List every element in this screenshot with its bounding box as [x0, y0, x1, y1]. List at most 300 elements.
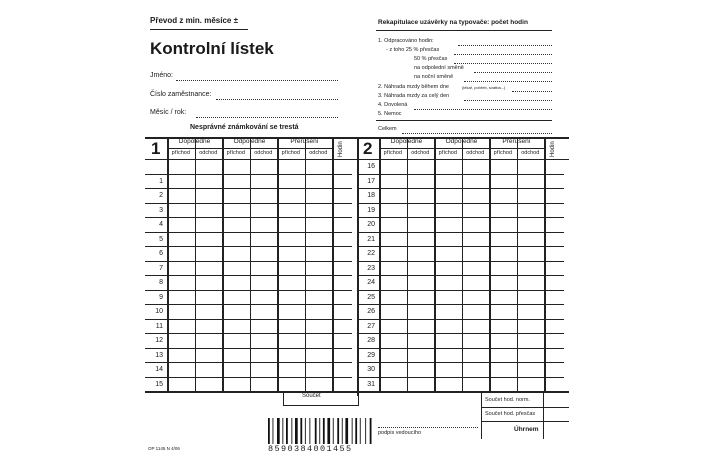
time-cell[interactable] [168, 218, 194, 231]
time-cell[interactable] [306, 291, 332, 304]
time-cell[interactable] [223, 349, 249, 362]
grand-total-field[interactable] [544, 422, 568, 438]
time-cell[interactable] [463, 233, 489, 246]
barcode-bar [355, 418, 357, 444]
recap-item: 4. Dovolená [378, 102, 408, 108]
time-cell[interactable] [408, 305, 434, 318]
time-cell[interactable] [463, 378, 489, 391]
recap-dotline[interactable] [474, 72, 552, 73]
time-cell[interactable] [168, 247, 194, 260]
time-cell[interactable] [196, 175, 222, 188]
column-subheader: odchod [521, 150, 540, 156]
time-cell[interactable] [251, 305, 277, 318]
barcode-bar [323, 418, 325, 444]
time-cell[interactable] [463, 349, 489, 362]
time-cell[interactable] [251, 204, 277, 217]
time-cell[interactable] [223, 363, 249, 376]
time-cell[interactable] [306, 247, 332, 260]
time-cell[interactable] [251, 334, 277, 347]
hours-cell[interactable] [333, 363, 351, 376]
month-year-field[interactable] [196, 117, 338, 118]
day-number: 23 [367, 264, 375, 272]
time-cell[interactable] [306, 276, 332, 289]
time-cell[interactable] [223, 262, 249, 275]
time-cell[interactable] [408, 349, 434, 362]
barcode-bar [352, 418, 353, 444]
hours-cell[interactable] [545, 189, 563, 202]
column-group-header: Přerušení [502, 138, 531, 145]
day-number: 19 [367, 206, 375, 214]
time-cell[interactable] [490, 349, 516, 362]
recap-item: na noční směně [414, 74, 454, 80]
time-cell[interactable] [223, 160, 249, 173]
time-cell[interactable] [168, 349, 194, 362]
signature-label: podpis vedoucího [378, 430, 422, 436]
time-cell[interactable] [196, 378, 222, 391]
barcode-bar [282, 418, 283, 444]
time-cell[interactable] [518, 160, 544, 173]
time-cell[interactable] [306, 175, 332, 188]
time-cell[interactable] [251, 363, 277, 376]
time-cell[interactable] [408, 175, 434, 188]
time-cell[interactable] [380, 334, 406, 347]
column-subheader: příchod [226, 150, 245, 156]
time-cell[interactable] [251, 189, 277, 202]
time-cell[interactable] [168, 334, 194, 347]
recap-dotline[interactable] [454, 54, 552, 55]
time-cell[interactable] [223, 247, 249, 260]
time-cell[interactable] [306, 189, 332, 202]
time-cell[interactable] [223, 233, 249, 246]
time-cell[interactable] [306, 320, 332, 333]
time-cell[interactable] [435, 247, 461, 260]
time-cell[interactable] [435, 334, 461, 347]
time-cell[interactable] [278, 349, 304, 362]
time-cell[interactable] [435, 363, 461, 376]
employee-number-field[interactable] [216, 99, 338, 100]
time-cell[interactable] [168, 262, 194, 275]
overtime-hours-total-field[interactable] [544, 408, 568, 420]
time-cell[interactable] [490, 334, 516, 347]
day-number: 10 [155, 308, 163, 315]
hours-cell[interactable] [545, 262, 563, 275]
time-cell[interactable] [463, 218, 489, 231]
time-cell[interactable] [251, 218, 277, 231]
time-cell[interactable] [380, 247, 406, 260]
time-cell[interactable] [380, 276, 406, 289]
time-cell[interactable] [168, 276, 194, 289]
day-number: 15 [155, 380, 163, 388]
time-cell[interactable] [196, 262, 222, 275]
time-cell[interactable] [278, 262, 304, 275]
time-cell[interactable] [408, 334, 434, 347]
time-cell[interactable] [306, 262, 332, 275]
time-cell[interactable] [490, 218, 516, 231]
time-cell[interactable] [463, 189, 489, 202]
recap-dotline[interactable] [458, 45, 552, 46]
hours-header: Hodin [550, 141, 556, 157]
recap-dotline[interactable] [512, 91, 552, 92]
time-cell[interactable] [435, 291, 461, 304]
time-cell[interactable] [251, 378, 277, 391]
hours-cell[interactable] [333, 276, 351, 289]
time-cell[interactable] [251, 160, 277, 173]
time-cell[interactable] [490, 320, 516, 333]
hours-cell[interactable] [545, 378, 563, 391]
day-number: 12 [155, 337, 163, 344]
hours-cell[interactable] [333, 175, 351, 188]
hours-cell[interactable] [333, 204, 351, 217]
barcode-bar [327, 418, 330, 444]
recap-dotline[interactable] [464, 100, 552, 101]
time-cell[interactable] [463, 160, 489, 173]
time-cell[interactable] [518, 247, 544, 260]
time-cell[interactable] [380, 363, 406, 376]
recap-total-field[interactable] [402, 133, 552, 134]
time-cell[interactable] [196, 349, 222, 362]
time-cell[interactable] [408, 247, 434, 260]
barcode-bar [342, 418, 343, 444]
time-cell[interactable] [196, 334, 222, 347]
time-cell[interactable] [278, 291, 304, 304]
sum-label: Součet [302, 393, 321, 399]
recap-total-label: Celkem [378, 126, 397, 132]
time-cell[interactable] [251, 233, 277, 246]
time-cell[interactable] [463, 276, 489, 289]
time-cell[interactable] [278, 175, 304, 188]
barcode-bar [273, 418, 274, 444]
time-cell[interactable] [196, 320, 222, 333]
day-number: 7 [159, 264, 163, 272]
day-number: 18 [367, 192, 375, 199]
barcode-bar [315, 418, 317, 444]
recap-item: 50 % přesčas [414, 56, 448, 62]
time-cell[interactable] [223, 204, 249, 217]
time-cell[interactable] [251, 349, 277, 362]
time-cell[interactable] [435, 175, 461, 188]
column-subheader: odchod [254, 150, 273, 156]
day-number: 26 [367, 308, 375, 315]
norm-hours-total-field[interactable] [544, 392, 568, 406]
time-cell[interactable] [490, 204, 516, 217]
time-cell[interactable] [306, 160, 332, 173]
time-cell[interactable] [380, 160, 406, 173]
hours-cell[interactable] [333, 291, 351, 304]
time-cell[interactable] [518, 204, 544, 217]
time-cell[interactable] [223, 218, 249, 231]
barcode-bar [300, 418, 302, 444]
grand-total-label: Úhrnem [514, 426, 539, 433]
time-cell[interactable] [435, 160, 461, 173]
time-cell[interactable] [196, 189, 222, 202]
time-cell[interactable] [168, 160, 194, 173]
hours-cell[interactable] [333, 247, 351, 260]
time-cell[interactable] [278, 305, 304, 318]
recap-item: 1. Odpracováno hodin: [378, 38, 434, 44]
day-number: 17 [367, 177, 375, 185]
time-cell[interactable] [518, 276, 544, 289]
time-cell[interactable] [196, 160, 222, 173]
time-cell[interactable] [168, 363, 194, 376]
recap-dotline[interactable] [414, 109, 552, 110]
hours-cell[interactable] [545, 276, 563, 289]
time-cell[interactable] [306, 218, 332, 231]
time-cell[interactable] [408, 233, 434, 246]
time-cell[interactable] [168, 378, 194, 391]
time-cell[interactable] [490, 276, 516, 289]
time-cell[interactable] [223, 276, 249, 289]
table-half-number: 1 [151, 139, 161, 158]
time-cell[interactable] [278, 378, 304, 391]
time-cell[interactable] [463, 247, 489, 260]
time-cell[interactable] [408, 189, 434, 202]
time-cell[interactable] [463, 334, 489, 347]
time-cell[interactable] [518, 378, 544, 391]
time-cell[interactable] [168, 305, 194, 318]
hours-cell[interactable] [545, 218, 563, 231]
time-cell[interactable] [490, 291, 516, 304]
time-cell[interactable] [463, 305, 489, 318]
time-cell[interactable] [223, 305, 249, 318]
hours-cell[interactable] [333, 262, 351, 275]
day-number: 11 [155, 322, 163, 330]
time-cell[interactable] [408, 363, 434, 376]
barcode-bar [333, 418, 334, 444]
time-cell[interactable] [435, 276, 461, 289]
time-cell[interactable] [251, 262, 277, 275]
time-cell[interactable] [380, 204, 406, 217]
hours-cell[interactable] [545, 349, 563, 362]
hours-cell[interactable] [545, 305, 563, 318]
barcode-bar [291, 418, 292, 444]
time-cell[interactable] [463, 262, 489, 275]
hours-cell[interactable] [545, 334, 563, 347]
day-number: 22 [367, 250, 375, 257]
time-cell[interactable] [408, 204, 434, 217]
recap-item-note: (lékař, pohřeb, svatba...) [462, 85, 506, 90]
time-cell[interactable] [518, 262, 544, 275]
day-number: 5 [159, 235, 163, 243]
time-cell[interactable] [196, 276, 222, 289]
time-cell[interactable] [278, 189, 304, 202]
hours-cell[interactable] [333, 218, 351, 231]
month-year-label: Měsíc / rok: [150, 109, 187, 116]
hours-cell[interactable] [333, 378, 351, 391]
time-cell[interactable] [278, 363, 304, 376]
time-cell[interactable] [168, 320, 194, 333]
barcode-bar [370, 418, 372, 444]
barcode-bar [337, 418, 339, 444]
time-cell[interactable] [518, 175, 544, 188]
time-cell[interactable] [380, 291, 406, 304]
time-cell[interactable] [435, 349, 461, 362]
day-number: 2 [159, 192, 163, 199]
time-cell[interactable] [196, 363, 222, 376]
time-cell[interactable] [518, 291, 544, 304]
time-cell[interactable] [518, 334, 544, 347]
time-cell[interactable] [278, 233, 304, 246]
time-cell[interactable] [490, 175, 516, 188]
column-subheader: příchod [493, 150, 512, 156]
time-cell[interactable] [408, 291, 434, 304]
time-cell[interactable] [168, 175, 194, 188]
sum-box[interactable] [283, 391, 359, 406]
time-cell[interactable] [463, 291, 489, 304]
barcode-bar [360, 418, 361, 444]
time-cell[interactable] [380, 349, 406, 362]
time-cell[interactable] [408, 218, 434, 231]
time-cell[interactable] [518, 233, 544, 246]
time-cell[interactable] [380, 218, 406, 231]
hours-cell[interactable] [333, 334, 351, 347]
recap-dotline[interactable] [464, 81, 552, 82]
column-group-header: Odpoledne [233, 138, 266, 145]
time-cell[interactable] [223, 189, 249, 202]
time-cell[interactable] [463, 204, 489, 217]
time-cell[interactable] [435, 320, 461, 333]
time-cell[interactable] [223, 175, 249, 188]
time-cell[interactable] [196, 305, 222, 318]
time-cell[interactable] [380, 305, 406, 318]
time-cell[interactable] [408, 320, 434, 333]
time-cell[interactable] [223, 291, 249, 304]
page-title: Kontrolní lístek [150, 39, 274, 58]
time-cell[interactable] [278, 320, 304, 333]
time-cell[interactable] [518, 363, 544, 376]
recap-dotline[interactable] [454, 63, 552, 64]
time-cell[interactable] [490, 160, 516, 173]
time-cell[interactable] [380, 320, 406, 333]
hours-cell[interactable] [545, 247, 563, 260]
time-cell[interactable] [490, 262, 516, 275]
time-cell[interactable] [223, 378, 249, 391]
time-cell[interactable] [306, 233, 332, 246]
name-field[interactable] [176, 80, 338, 81]
time-cell[interactable] [518, 218, 544, 231]
time-cell[interactable] [408, 378, 434, 391]
time-cell[interactable] [251, 291, 277, 304]
time-cell[interactable] [306, 305, 332, 318]
time-cell[interactable] [223, 334, 249, 347]
day-number: 16 [367, 163, 375, 170]
time-cell[interactable] [435, 262, 461, 275]
time-cell[interactable] [168, 291, 194, 304]
time-cell[interactable] [306, 363, 332, 376]
time-cell[interactable] [278, 247, 304, 260]
hours-cell[interactable] [333, 305, 351, 318]
barcode-bar [319, 418, 320, 444]
hours-cell[interactable] [545, 363, 563, 376]
time-cell[interactable] [463, 363, 489, 376]
time-cell[interactable] [168, 204, 194, 217]
day-number: 6 [159, 250, 163, 257]
hours-cell[interactable] [333, 349, 351, 362]
time-cell[interactable] [435, 233, 461, 246]
time-cell[interactable] [306, 349, 332, 362]
hours-cell[interactable] [545, 291, 563, 304]
time-cell[interactable] [380, 175, 406, 188]
time-cell[interactable] [196, 218, 222, 231]
time-cell[interactable] [251, 247, 277, 260]
column-group-header: Přerušení [290, 138, 319, 145]
time-cell[interactable] [251, 175, 277, 188]
time-cell[interactable] [278, 218, 304, 231]
time-cell[interactable] [278, 334, 304, 347]
time-cell[interactable] [168, 233, 194, 246]
hours-cell[interactable] [545, 160, 563, 173]
time-cell[interactable] [408, 160, 434, 173]
hours-cell[interactable] [545, 175, 563, 188]
time-cell[interactable] [278, 160, 304, 173]
hours-cell[interactable] [545, 320, 563, 333]
time-cell[interactable] [490, 247, 516, 260]
time-cell[interactable] [518, 305, 544, 318]
time-cell[interactable] [306, 204, 332, 217]
day-number: 3 [159, 206, 163, 214]
time-cell[interactable] [435, 189, 461, 202]
time-cell[interactable] [435, 378, 461, 391]
time-cell[interactable] [223, 320, 249, 333]
time-cell[interactable] [518, 320, 544, 333]
time-cell[interactable] [435, 305, 461, 318]
time-cell[interactable] [463, 175, 489, 188]
time-cell[interactable] [518, 349, 544, 362]
time-cell[interactable] [490, 378, 516, 391]
recap-title: Rekapitulace uzávěrky na typovače: počet hodin [378, 19, 528, 26]
hours-cell[interactable] [333, 233, 351, 246]
time-cell[interactable] [168, 189, 194, 202]
barcode-bar [295, 418, 298, 444]
table-half-number: 2 [363, 139, 373, 158]
time-cell[interactable] [196, 291, 222, 304]
time-cell[interactable] [380, 233, 406, 246]
time-cell[interactable] [490, 305, 516, 318]
time-cell[interactable] [490, 189, 516, 202]
time-cell[interactable] [196, 247, 222, 260]
time-cell[interactable] [490, 233, 516, 246]
day-number: 25 [367, 293, 375, 301]
time-cell[interactable] [278, 276, 304, 289]
time-cell[interactable] [380, 262, 406, 275]
day-number: 24 [367, 279, 375, 286]
hours-cell[interactable] [545, 233, 563, 246]
time-cell[interactable] [518, 189, 544, 202]
hours-cell[interactable] [333, 189, 351, 202]
time-cell[interactable] [435, 218, 461, 231]
day-number: 9 [159, 293, 163, 301]
hours-cell[interactable] [545, 204, 563, 217]
signature-line[interactable] [378, 427, 478, 428]
column-subheader: příchod [438, 150, 457, 156]
form-code: OP 1145 N 4/06 [148, 446, 180, 451]
time-cell[interactable] [196, 233, 222, 246]
hours-cell[interactable] [333, 320, 351, 333]
time-cell[interactable] [435, 204, 461, 217]
time-cell[interactable] [306, 378, 332, 391]
time-cell[interactable] [196, 204, 222, 217]
time-cell[interactable] [408, 262, 434, 275]
time-cell[interactable] [408, 276, 434, 289]
time-cell[interactable] [251, 276, 277, 289]
time-cell[interactable] [306, 334, 332, 347]
time-cell[interactable] [463, 320, 489, 333]
time-cell[interactable] [278, 204, 304, 217]
time-cell[interactable] [380, 378, 406, 391]
time-cell[interactable] [380, 189, 406, 202]
time-cell[interactable] [251, 320, 277, 333]
hours-cell[interactable] [333, 160, 351, 173]
time-cell[interactable] [490, 363, 516, 376]
